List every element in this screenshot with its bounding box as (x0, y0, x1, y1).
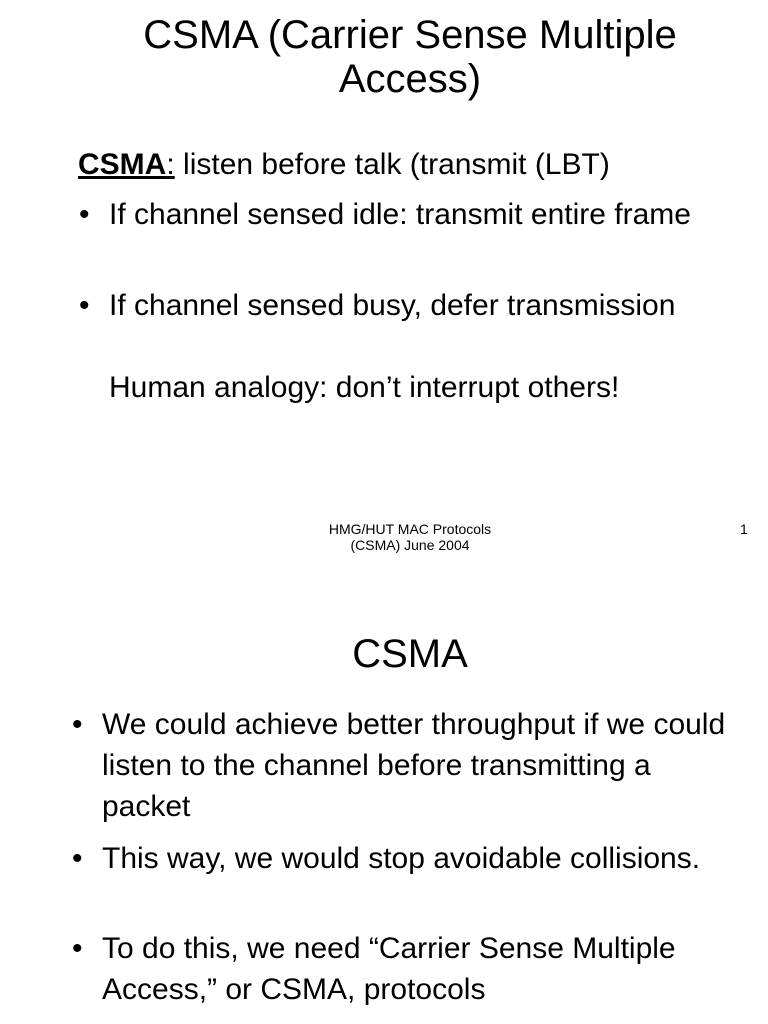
bullet-icon: • (72, 842, 83, 875)
bullet-text: We could achieve better throughput if we could listen to the channel before transmitting a packet (102, 708, 726, 823)
lead-text: listen before talk (transmit (LBT) (174, 148, 610, 181)
bullet-icon: • (72, 932, 83, 965)
slide-1-title: CSMA (Carrier Sense Multiple Access) (143, 13, 677, 101)
bullet-text: To do this, we need “Carrier Sense Multiple Access,” or CSMA, protocols (102, 932, 676, 1006)
bullet-item (72, 928, 752, 1010)
footer-line-2: (CSMA) June 2004 (350, 537, 470, 553)
bullet-item (72, 704, 752, 829)
footer-line-1: HMG/HUT MAC Protocols (328, 521, 492, 537)
bullet-item (79, 285, 768, 326)
analogy-text: Human analogy: don’t interrupt others! (109, 371, 620, 404)
lead-line (78, 147, 610, 183)
bullet-text: If channel sensed busy, defer transmission (109, 289, 676, 322)
slide-footer (300, 521, 520, 553)
bullet-icon: • (79, 198, 90, 231)
slide-2-title: CSMA (352, 632, 468, 676)
bullet-text: This way, we would stop avoidable collisions. (102, 842, 701, 875)
bullet-item (79, 194, 729, 276)
lead-colon: : (166, 148, 175, 181)
bullet-icon: • (72, 708, 83, 741)
bullet-item (72, 838, 752, 920)
bullet-icon: • (79, 289, 90, 322)
slide-2 (0, 576, 768, 1024)
lead-keyword: CSMA (78, 148, 167, 181)
bullet-text: If channel sensed idle: transmit entire frame (109, 198, 691, 231)
page-number: 1 (740, 521, 748, 537)
